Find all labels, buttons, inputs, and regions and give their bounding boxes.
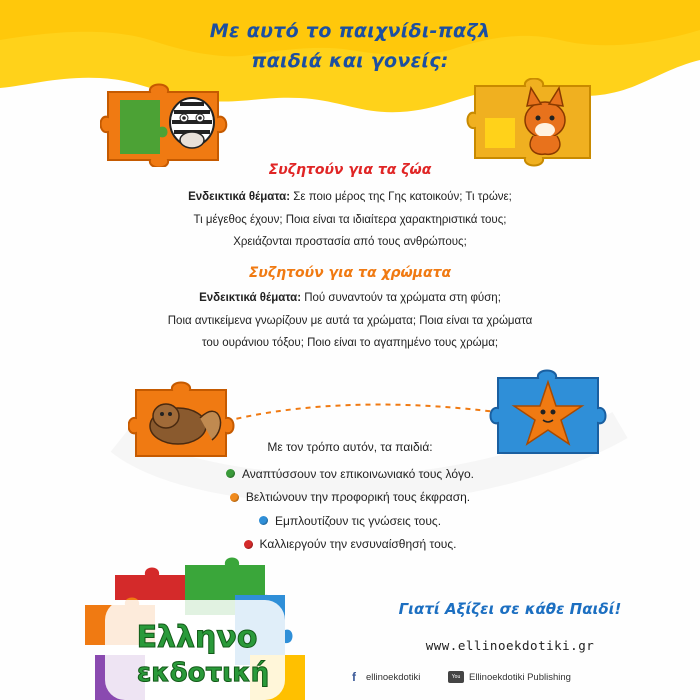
youtube-link[interactable] xyxy=(448,671,571,692)
benefit-text: Βελτιώνουν την προφορική τους έκφραση. xyxy=(245,490,471,505)
animals-line-1 xyxy=(110,186,590,209)
colors-body xyxy=(110,287,590,355)
animals-heading: Συζητούν για τα ζώα xyxy=(268,162,432,178)
list-item xyxy=(0,509,700,533)
animals-line-3: Χρειάζονται προστασία από τους ανθρώπους; xyxy=(233,236,467,248)
animals-topics-label: Ενδεικτικά θέματα: xyxy=(188,191,291,203)
benefit-text: Καλλιεργούν την ενσυναίσθησή τους. xyxy=(259,537,457,552)
benefit-text: Αναπτύσσουν τον επικοινωνιακό τους λόγο. xyxy=(241,466,474,481)
benefit-text: Εμπλουτίζουν τις γνώσεις τους. xyxy=(274,513,442,528)
animals-body xyxy=(110,186,590,254)
headline-line-2: παιδιά και γονείς: xyxy=(251,50,449,72)
logo-line-2: εκδοτική xyxy=(136,658,270,688)
fox-puzzle-icon xyxy=(465,78,600,168)
facebook-icon: f xyxy=(352,670,356,684)
zebra-puzzle-icon xyxy=(100,82,235,167)
colors-line-2: Ποια αντικείμενα γνωρίζουν με αυτά τα χρώματα; Ποια είναι τα χρώματα xyxy=(167,314,533,327)
colors-line-1 xyxy=(110,287,590,310)
colors-heading: Συζητούν για τα χρώματα xyxy=(248,265,452,281)
animals-line-1-text: Σε ποιο μέρος της Γης κατοικούν; Τι τρώνε; xyxy=(290,191,512,203)
colors-topics-label: Ενδεικτικά θέματα: xyxy=(199,292,302,304)
logo-line-1: Ελληνο xyxy=(136,620,258,655)
animals-line-2: Τι μέγεθος έχουν; Ποια είναι τα ιδιαίτερα χαρακτηριστικά τους; xyxy=(193,213,507,226)
facebook-label: ellinoekdotiki xyxy=(366,671,421,683)
benefits-list xyxy=(0,462,700,556)
benefits-intro: Με τον τρόπο αυτόν, τα παιδιά: xyxy=(267,440,433,454)
green-bullet-icon xyxy=(226,469,235,478)
slogan: Γιατί Αξίζει σε κάθε Παιδί! xyxy=(398,600,622,618)
blue-bullet-icon xyxy=(259,516,268,525)
red-bullet-icon xyxy=(244,540,253,549)
headline-line-1: Με αυτό το παιχνίδι-παζλ xyxy=(209,20,491,42)
colors-line-1-text: Πού συναντούν τα χρώματα στη φύση; xyxy=(301,292,501,304)
publisher-logo xyxy=(85,555,315,700)
website-link[interactable]: www.ellinoekdotiki.gr xyxy=(425,638,595,653)
list-item xyxy=(0,462,700,486)
list-item xyxy=(0,533,700,557)
youtube-icon: You Tube xyxy=(448,671,464,683)
facebook-link[interactable] xyxy=(352,671,420,683)
colors-line-3: του ουράνιου τόξου; Ποιο είναι το αγαπημένο τους χρώμα; xyxy=(201,337,499,349)
headline xyxy=(160,16,540,76)
list-item xyxy=(0,486,700,510)
orange-bullet-icon xyxy=(230,493,239,502)
youtube-label: Ellinoekdotiki Publishing xyxy=(469,671,571,683)
